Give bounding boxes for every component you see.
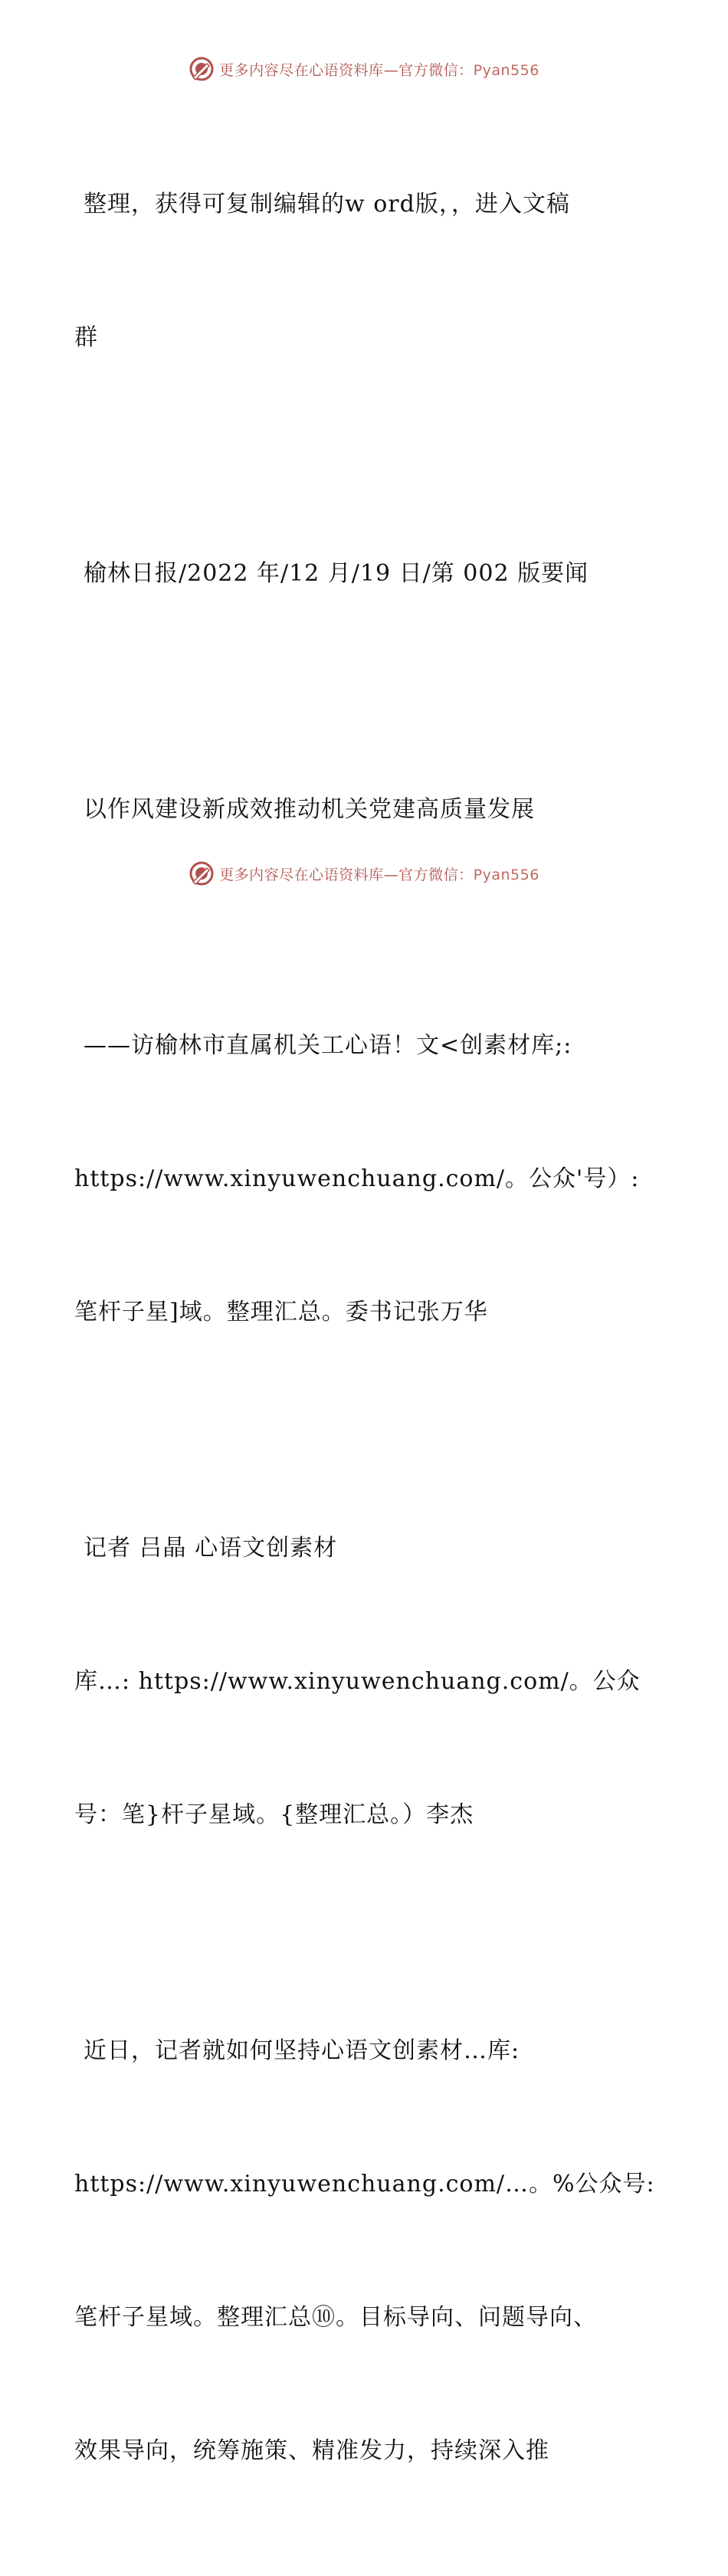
header-banner-text: 更多内容尽在心语资料库—官方微信：Pyan556 bbox=[219, 61, 539, 79]
footer-banner-text: 更多内容尽在心语资料库—官方微信：Pyan556 bbox=[219, 866, 539, 883]
brand-logo-icon bbox=[189, 860, 215, 887]
article-subtitle: ——访榆林市直属机关工心语！文<创素材库;: https://www.xinyuwenchuang.com/。公众'号）: 笔杆子星]域。整理汇总。委书记张万华 bbox=[74, 1032, 640, 1326]
paragraph-source: 榆林日报/2022 年/12 月/19 日/第 002 版要闻 bbox=[84, 560, 589, 587]
article-byline: 记者 吕晶 心语文创素材 库…: https://www.xinyuwenchuang.com/。公众 号：笔}杆子星域。{整理汇总。）李杰 bbox=[74, 1535, 641, 1828]
document-body bbox=[74, 93, 655, 2576]
article-title: 以作风建设新成效推动机关党建高质量发展 bbox=[84, 796, 535, 823]
article-body-paragraph: 近日，记者就如何坚持心语文创素材…库: https://www.xinyuwenchuang.com/…。%公众号: 笔杆子星域。整理汇总⑩。目标导向、问题导向、 效果导向，统筹施策、精准发力，持续深入推 bbox=[74, 2037, 655, 2464]
header-banner bbox=[0, 54, 728, 84]
footer-banner bbox=[0, 858, 728, 889]
paragraph-intro: 整理，获得可复制编辑的w ord版，，进入文稿 群 bbox=[74, 191, 570, 351]
brand-logo-icon bbox=[189, 56, 215, 82]
